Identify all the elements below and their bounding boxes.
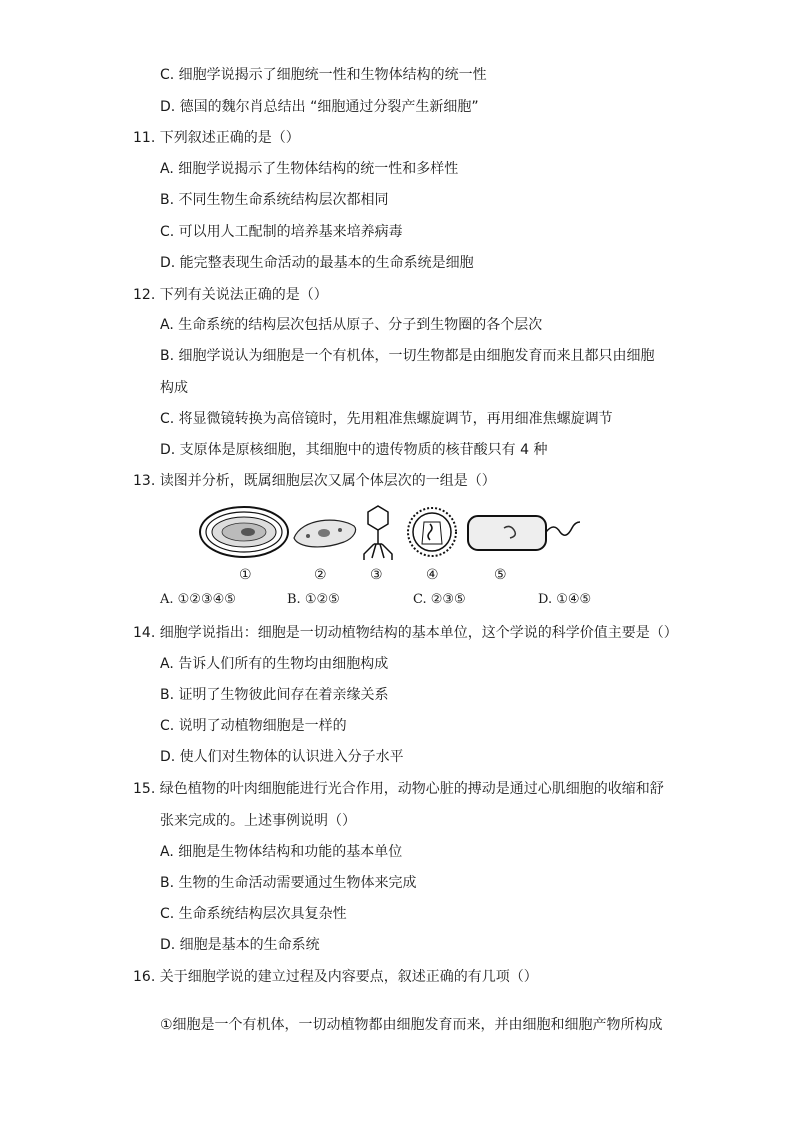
- q15-option-d: D. 细胞是基本的生命系统: [160, 937, 320, 953]
- q16-statement-1: ①细胞是一个有机体，一切动植物都由细胞发育而来，并由细胞和细胞产物所构成: [160, 1017, 663, 1033]
- q13-stem: 13. 读图并分析，既属细胞层次又属个体层次的一组是（）: [133, 473, 496, 489]
- figure-caption-5: ⑤: [494, 567, 507, 583]
- q12-stem: 12. 下列有关说法正确的是（）: [133, 287, 328, 303]
- q14-stem: 14. 细胞学说指出：细胞是一切动植物结构的基本单位，这个学说的科学价值主要是（）: [133, 625, 678, 641]
- enveloped-virus-drawing: [408, 508, 456, 556]
- q12-option-b-line1: B. 细胞学说认为细胞是一个有机体，一切生物都是由细胞发育而来且都只由细胞: [160, 348, 655, 364]
- q15-option-a: A. 细胞是生物体结构和功能的基本单位: [160, 844, 403, 860]
- cell-1-drawing: [200, 507, 288, 557]
- q11-option-b: B. 不同生物生命系统结构层次都相同: [160, 192, 389, 208]
- q14-option-c: C. 说明了动植物细胞是一样的: [160, 718, 347, 734]
- q16-stem: 16. 关于细胞学说的建立过程及内容要点，叙述正确的有几项（）: [133, 969, 538, 985]
- organism-figure: [198, 504, 598, 586]
- paramecium-drawing: [294, 520, 356, 547]
- q12-option-d: D. 支原体是原核细胞，其细胞中的遗传物质的核苷酸只有 4 种: [160, 442, 548, 458]
- bacterium-drawing: [468, 516, 580, 550]
- figure-caption-3: ③: [370, 567, 383, 583]
- bacteriophage-drawing: [364, 506, 392, 560]
- q13-option-d: D. ①④⑤: [538, 592, 592, 607]
- q12-option-a: A. 生命系统的结构层次包括从原子、分子到生物圈的各个层次: [160, 317, 543, 333]
- q11-option-c: C. 可以用人工配制的培养基来培养病毒: [160, 224, 403, 240]
- q11-stem: 11. 下列叙述正确的是（）: [133, 130, 300, 146]
- q10-option-c: C. 细胞学说揭示了细胞统一性和生物体结构的统一性: [160, 67, 487, 83]
- q14-option-a: A. 告诉人们所有的生物均由细胞构成: [160, 656, 389, 672]
- q15-stem-line2: 张来完成的。上述事例说明（）: [160, 813, 356, 829]
- q13-option-a: A. ①②③④⑤: [160, 592, 236, 607]
- q13-option-c: C. ②③⑤: [413, 592, 466, 607]
- q13-option-b: B. ①②⑤: [287, 592, 340, 607]
- q15-option-c: C. 生命系统结构层次具复杂性: [160, 906, 347, 922]
- q12-option-b-line2: 构成: [160, 380, 188, 396]
- q15-option-b: B. 生物的生命活动需要通过生物体来完成: [160, 875, 417, 891]
- q11-option-d: D. 能完整表现生命活动的最基本的生命系统是细胞: [160, 255, 474, 271]
- q14-option-d: D. 使人们对生物体的认识进入分子水平: [160, 749, 404, 765]
- q15-stem-line1: 15. 绿色植物的叶肉细胞能进行光合作用，动物心脏的搏动是通过心肌细胞的收缩和舒: [133, 781, 664, 797]
- q10-option-d: D. 德国的魏尔肖总结出 “细胞通过分裂产生新细胞”: [160, 99, 479, 115]
- q14-option-b: B. 证明了生物彼此间存在着亲缘关系: [160, 687, 389, 703]
- organism-drawings: [198, 504, 598, 586]
- figure-caption-2: ②: [314, 567, 327, 583]
- figure-caption-1: ①: [239, 567, 252, 583]
- q11-option-a: A. 细胞学说揭示了生物体结构的统一性和多样性: [160, 161, 459, 177]
- q12-option-c: C. 将显微镜转换为高倍镜时，先用粗准焦螺旋调节，再用细准焦螺旋调节: [160, 411, 613, 427]
- figure-caption-4: ④: [426, 567, 439, 583]
